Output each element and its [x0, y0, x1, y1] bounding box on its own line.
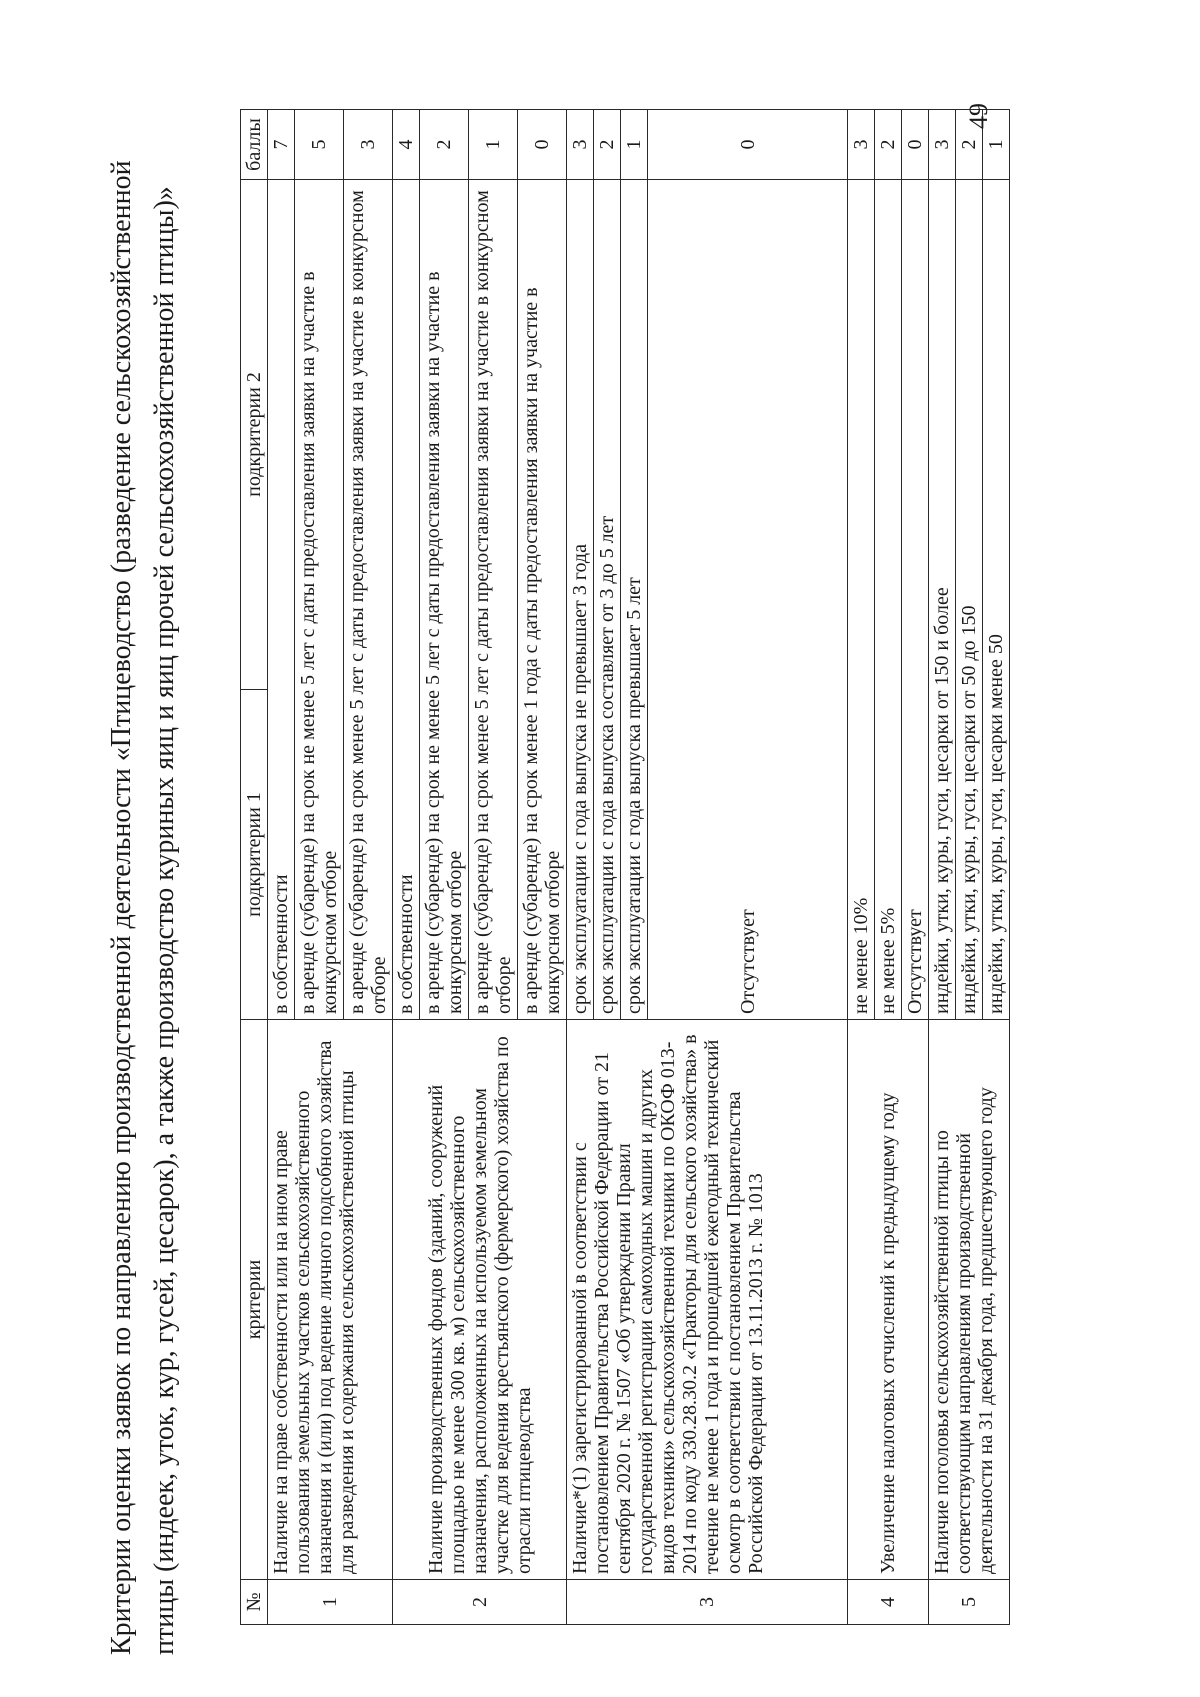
header-no: №	[241, 1580, 268, 1625]
document-page	[100, 95, 1007, 1655]
table-row	[848, 110, 875, 1625]
subcriterion-text: не менее 5%	[875, 180, 902, 1020]
subcriterion-text: срок эксплуатации с года выпуска превышает 5 лет	[621, 180, 648, 1020]
criterion-number: 2	[393, 1580, 567, 1625]
header-score: баллы	[241, 110, 268, 180]
document-title: Критерии оценки заявок по направлению производственной деятельности «Птицеводство (разведение сельскохозяйственной птицы (индеек, уток, кур, гусей, цесарок), а также производство куриных яиц и яиц прочей сельскохозяйственной птицы)»	[106, 160, 180, 1655]
subcriterion-text: в собственности	[393, 180, 420, 1020]
subcriterion-text: в аренде (субаренде) на срок менее 5 лет с даты предоставления заявки на участие в конкурсном отборе	[469, 180, 518, 1020]
score-value: 7	[268, 110, 295, 180]
score-value: 1	[983, 110, 1010, 180]
subcriterion-text: в аренде (субаренде) на срок менее 1 года с даты предоставления заявки на участие в конкурсном отборе	[518, 180, 567, 1020]
subcriterion-text: срок эксплуатации с года выпуска составляет от 3 до 5 лет	[594, 180, 621, 1020]
subcriterion-text: индейки, утки, куры, гуси, цесарки от 50 до 150	[956, 180, 983, 1020]
score-value: 3	[929, 110, 956, 180]
table-header-row	[241, 110, 268, 1625]
table-row	[393, 110, 420, 1625]
subcriterion-text: в собственности	[268, 180, 295, 1020]
score-value: 2	[420, 110, 469, 180]
subcriterion-text: индейки, утки, куры, гуси, цесарки от 150 и более	[929, 180, 956, 1020]
score-value: 5	[295, 110, 344, 180]
table-row	[929, 110, 956, 1625]
subcriterion-text: Отсутствует	[648, 180, 848, 1020]
header-subcriteria-1: подкритерии 1	[241, 690, 268, 1020]
subcriterion-text: в аренде (субаренде) на срок менее 5 лет с даты предоставления заявки на участие в конкурсном отборе	[344, 180, 393, 1020]
score-value: 2	[594, 110, 621, 180]
table-row	[567, 110, 594, 1625]
criteria-table	[240, 109, 1010, 1625]
score-value: 1	[469, 110, 518, 180]
criterion-text: Увеличение налоговых отчислений к предыдущему году	[848, 1020, 929, 1580]
score-value: 1	[621, 110, 648, 180]
score-value: 4	[393, 110, 420, 180]
score-value: 3	[567, 110, 594, 180]
score-value: 3	[344, 110, 393, 180]
subcriterion-text: индейки, утки, куры, гуси, цесарки менее 50	[983, 180, 1010, 1020]
subcriterion-text: не менее 10%	[848, 180, 875, 1020]
criterion-number: 3	[567, 1580, 848, 1625]
criterion-number: 5	[929, 1580, 1010, 1625]
criterion-number: 1	[268, 1580, 393, 1625]
subcriterion-text: Отсутствует	[902, 180, 929, 1020]
score-value: 2	[956, 110, 983, 180]
criterion-text: Наличие на праве собственности или на ином праве пользования земельных участков сельскохозяйственного назначения и (или) под ведение личного подсобного хозяйства для разведения и содержания сельскохозяйственной птицы	[268, 1020, 393, 1580]
score-value: 0	[648, 110, 848, 180]
criterion-number: 4	[848, 1580, 929, 1625]
criterion-text: Наличие*(1) зарегистрированной в соответствии с постановлением Правительства Российской Федерации от 21 сентября 2020 г. № 1507 «Об утверждении Правил государственной регистрации самоходных машин и других видов техники» сельскохозяйственной техники по ОКОФ 013-2014 по коду 330.28.30.2 «Тракторы для сельского хозяйства» в течение не менее 1 года и прошедшей ежегодный технический осмотр в соответствии с постановлением Правительства Российской Федерации от 13.11.2013 г. № 1013	[567, 1020, 848, 1580]
page-number: 49	[964, 103, 993, 129]
subcriterion-text: в аренде (субаренде) на срок не менее 5 лет с даты предоставления заявки на участие в конкурсном отборе	[420, 180, 469, 1020]
score-value: 3	[848, 110, 875, 180]
score-value: 0	[902, 110, 929, 180]
subcriterion-text: срок эксплуатации с года выпуска не превышает 3 года	[567, 180, 594, 1020]
criterion-text: Наличие поголовья сельскохозяйственной птицы по соответствующим направлениям производственной деятельности на 31 декабря года, предшествующего году	[929, 1020, 1010, 1580]
header-criteria: критерии	[241, 1020, 268, 1580]
criterion-text: Наличие производственных фондов (зданий, сооружений площадью не менее 300 кв. м) сельскохозяйственного назначения, расположенных на используемом земельном участке для ведения крестьянского (фермерского) хозяйства по отрасли птицеводства	[393, 1020, 567, 1580]
table-row	[268, 110, 295, 1625]
score-value: 2	[875, 110, 902, 180]
score-value: 0	[518, 110, 567, 180]
header-subcriteria-2: подкритерии 2	[241, 180, 268, 690]
subcriterion-text: в аренде (субаренде) на срок не менее 5 лет с даты предоставления заявки на участие в конкурсном отборе	[295, 180, 344, 1020]
